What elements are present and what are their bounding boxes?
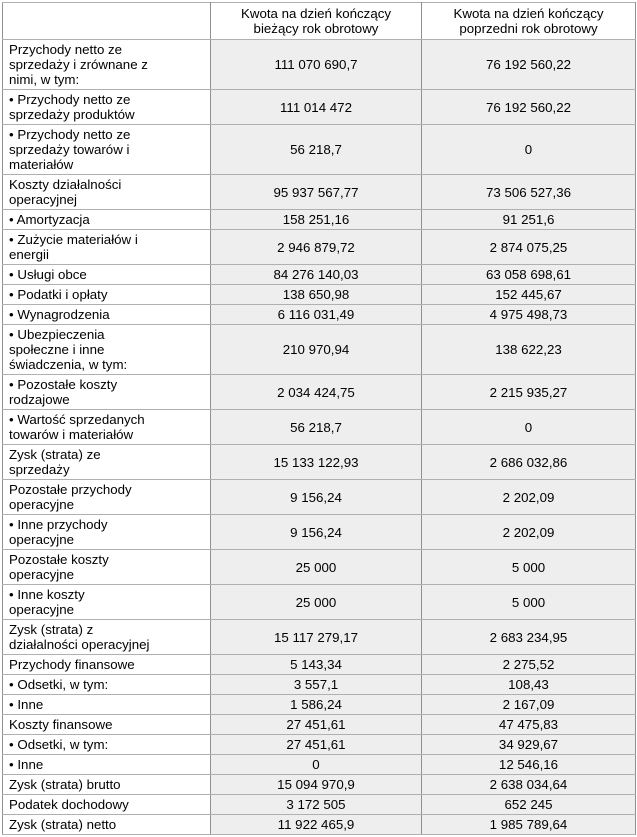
table-row [3, 815, 636, 835]
table-row [3, 585, 636, 620]
row-label: • Zużycie materiałów i energii [9, 232, 138, 262]
row-previous-value: 2 683 234,95 [422, 620, 636, 655]
row-current-value: 15 133 122,93 [211, 445, 422, 480]
row-label: • Inne [9, 757, 44, 772]
row-previous-value: 4 975 498,73 [422, 305, 636, 325]
row-label: • Przychody netto ze sprzedaży towarów i materiałów [9, 127, 131, 172]
row-previous-value: 5 000 [422, 585, 636, 620]
row-previous-value: 47 475,83 [422, 715, 636, 735]
row-label: Pozostałe przychody operacyjne [9, 482, 132, 512]
row-current-value: 111 070 690,7 [211, 40, 422, 90]
row-current-value: 0 [211, 755, 422, 775]
row-label: • Podatki i opłaty [9, 287, 108, 302]
table-row [3, 40, 636, 90]
table-row [3, 675, 636, 695]
column-header-previous-year: Kwota na dzień kończący poprzedni rok obrotowy [422, 3, 636, 40]
row-previous-value: 138 622,23 [422, 325, 636, 375]
row-current-value: 158 251,16 [211, 210, 422, 230]
row-label: • Wynagrodzenia [9, 307, 110, 322]
table-row [3, 230, 636, 265]
row-current-value: 15 094 970,9 [211, 775, 422, 795]
row-current-value: 56 218,7 [211, 125, 422, 175]
table-body [3, 40, 636, 835]
row-current-value: 56 218,7 [211, 410, 422, 445]
row-current-value: 9 156,24 [211, 515, 422, 550]
corner-header-cell [3, 3, 211, 40]
row-label: • Odsetki, w tym: [9, 677, 109, 692]
row-label: • Inne koszty operacyjne [9, 587, 85, 617]
row-previous-value: 2 202,09 [422, 480, 636, 515]
row-previous-value: 2 275,52 [422, 655, 636, 675]
table-row [3, 735, 636, 755]
row-previous-value: 76 192 560,22 [422, 90, 636, 125]
row-label: Koszty finansowe [9, 717, 113, 732]
row-current-value: 210 970,94 [211, 325, 422, 375]
table-row [3, 775, 636, 795]
row-current-value: 25 000 [211, 585, 422, 620]
row-label: • Inne przychody operacyjne [9, 517, 108, 547]
row-previous-value: 34 929,67 [422, 735, 636, 755]
table-row [3, 755, 636, 775]
table-row [3, 550, 636, 585]
table-row [3, 715, 636, 735]
row-label: Zysk (strata) netto [9, 817, 117, 832]
table-row [3, 695, 636, 715]
table-row [3, 210, 636, 230]
row-label: Zysk (strata) z działalności operacyjnej [9, 622, 150, 652]
row-current-value: 9 156,24 [211, 480, 422, 515]
row-label: Zysk (strata) ze sprzedaży [9, 447, 101, 477]
row-previous-value: 652 245 [422, 795, 636, 815]
row-previous-value: 2 686 032,86 [422, 445, 636, 480]
row-current-value: 6 116 031,49 [211, 305, 422, 325]
row-previous-value: 2 202,09 [422, 515, 636, 550]
row-label: Podatek dochodowy [9, 797, 129, 812]
row-current-value: 27 451,61 [211, 735, 422, 755]
row-previous-value: 2 874 075,25 [422, 230, 636, 265]
row-previous-value: 1 985 789,64 [422, 815, 636, 835]
table-row [3, 445, 636, 480]
table-row [3, 375, 636, 410]
row-label: • Ubezpieczenia społeczne i inne świadczenia, w tym: [9, 327, 128, 372]
row-previous-value: 2 215 935,27 [422, 375, 636, 410]
row-current-value: 15 117 279,17 [211, 620, 422, 655]
row-previous-value: 0 [422, 410, 636, 445]
row-label: • Przychody netto ze sprzedaży produktów [9, 92, 135, 122]
table-row [3, 175, 636, 210]
row-label: • Odsetki, w tym: [9, 737, 109, 752]
row-previous-value: 76 192 560,22 [422, 40, 636, 90]
row-current-value: 2 034 424,75 [211, 375, 422, 410]
row-current-value: 11 922 465,9 [211, 815, 422, 835]
table-row [3, 410, 636, 445]
row-previous-value: 63 058 698,61 [422, 265, 636, 285]
row-label: Zysk (strata) brutto [9, 777, 121, 792]
table-row [3, 125, 636, 175]
row-label: • Usługi obce [9, 267, 87, 282]
row-previous-value: 108,43 [422, 675, 636, 695]
table-row [3, 285, 636, 305]
row-current-value: 3 172 505 [211, 795, 422, 815]
row-current-value: 84 276 140,03 [211, 265, 422, 285]
row-previous-value: 152 445,67 [422, 285, 636, 305]
row-current-value: 25 000 [211, 550, 422, 585]
row-label: Przychody finansowe [9, 657, 135, 672]
row-previous-value: 2 638 034,64 [422, 775, 636, 795]
column-header-current-year: Kwota na dzień kończący bieżący rok obrotowy [211, 3, 422, 40]
row-previous-value: 0 [422, 125, 636, 175]
row-previous-value: 2 167,09 [422, 695, 636, 715]
row-current-value: 111 014 472 [211, 90, 422, 125]
row-previous-value: 91 251,6 [422, 210, 636, 230]
financial-table [2, 2, 636, 835]
table-row [3, 620, 636, 655]
row-label: • Pozostałe koszty rodzajowe [9, 377, 118, 407]
table-row [3, 325, 636, 375]
row-label: • Amortyzacja [9, 212, 90, 227]
row-current-value: 5 143,34 [211, 655, 422, 675]
table-row [3, 265, 636, 285]
row-label: Przychody netto ze sprzedaży i zrównane z nimi, w tym: [9, 42, 148, 87]
table-row [3, 305, 636, 325]
table-row [3, 795, 636, 815]
row-current-value: 138 650,98 [211, 285, 422, 305]
header-row [3, 3, 636, 40]
row-label: Koszty działalności operacyjnej [9, 177, 122, 207]
row-current-value: 95 937 567,77 [211, 175, 422, 210]
row-current-value: 27 451,61 [211, 715, 422, 735]
row-previous-value: 73 506 527,36 [422, 175, 636, 210]
table-row [3, 655, 636, 675]
row-label: • Wartość sprzedanych towarów i materiałów [9, 412, 145, 442]
row-label: Pozostałe koszty operacyjne [9, 552, 109, 582]
row-previous-value: 5 000 [422, 550, 636, 585]
table-row [3, 515, 636, 550]
table-row [3, 90, 636, 125]
row-previous-value: 12 546,16 [422, 755, 636, 775]
row-current-value: 3 557,1 [211, 675, 422, 695]
table-row [3, 480, 636, 515]
row-label: • Inne [9, 697, 44, 712]
row-current-value: 2 946 879,72 [211, 230, 422, 265]
row-current-value: 1 586,24 [211, 695, 422, 715]
